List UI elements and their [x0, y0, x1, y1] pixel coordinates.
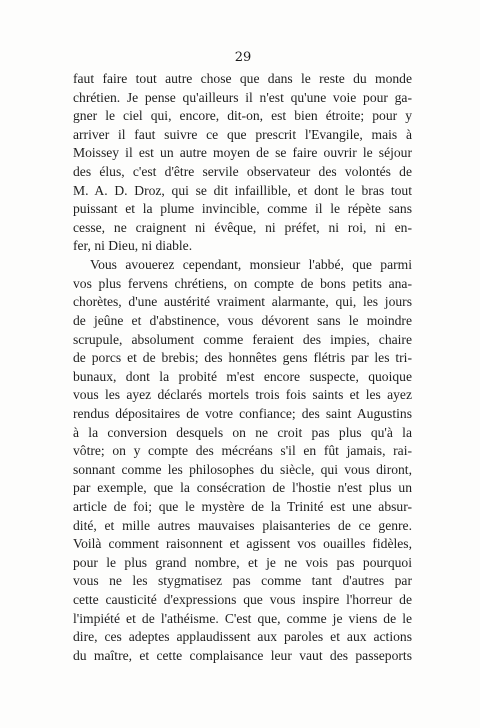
text-line: par exemple, que la consécration de l'hostie n'est plus un — [73, 480, 412, 496]
text-line: rendus dépositaires de votre confiance; des saint Augustins — [73, 405, 412, 421]
text-line: gner le ciel qui, encore, dit-on, est bien étroite; pour y — [73, 108, 412, 124]
body-text — [73, 70, 412, 666]
text-line: chrétien. Je pense qu'ailleurs il n'est qu'une voie pour ga- — [73, 89, 412, 105]
text-line: vous les ayez déclarés mortels trois fois saints et les ayez — [73, 387, 412, 403]
text-line: puissant et la plume invincible, comme il le répète sans — [73, 201, 412, 217]
text-line: Vous avouerez cependant, monsieur l'abbé, que parmi — [90, 257, 412, 273]
text-line: de porcs et de brebis; des honnêtes gens flétris par les tri- — [73, 350, 412, 366]
text-line: cesse, ne craignent ni évêque, ni préfet, ni roi, ni en- — [73, 219, 412, 235]
text-line: M. A. D. Droz, qui se dit infaillible, et dont le bras tout — [73, 182, 412, 198]
text-line: Moissey il est un autre moyen de se faire ouvrir le séjour — [73, 145, 412, 161]
text-line: des élus, c'est d'être servile observateur des volontés de — [73, 164, 412, 180]
text-line: faut faire tout autre chose que dans le reste du monde — [73, 71, 412, 86]
text-line: cette causticité d'expressions que vous inspire l'horreur de — [73, 592, 412, 608]
text-line: du maître, et cette complaisance leur vaut des passeports — [73, 647, 412, 663]
text-line: sonnant comme les philosophes du siècle, qui vous diront, — [73, 461, 412, 477]
text-line: dité, et mille autres mauvaises plaisanteries de ce genre. — [73, 517, 412, 533]
page-number: 29 — [234, 50, 252, 65]
text-line: l'impiété et de l'athéisme. C'est que, comme je viens de le — [73, 610, 412, 626]
text-line: à la conversion desquels on ne croit pas plus qu'à la — [73, 424, 412, 440]
text-line: de jeûne et d'abstinence, vous dévorent sans le moindre — [73, 312, 412, 328]
text-line: chorètes, d'une austérité vraiment alarmante, qui, les jours — [73, 294, 412, 310]
text-line: vous ne les stygmatisez pas comme tant d'autres par — [73, 573, 412, 589]
text-line: vos plus fervens chrétiens, on compte de bons petits ana- — [73, 275, 412, 291]
text-line: pour le plus grand nombre, et je ne vois pas pourquoi — [73, 554, 412, 570]
text-line: article de foi; que le mystère de la Trinité est une absur- — [73, 499, 412, 515]
text-line: scrupule, absolument comme feraient des impies, chaire — [73, 331, 412, 347]
text-line: vôtre; on y compte des mécréans s'il en fût jamais, rai- — [73, 443, 412, 459]
text-line: dire, ces adeptes applaudissent aux paroles et aux actions — [73, 629, 412, 645]
text-line: arriver il faut suivre ce que prescrit l'Evangile, mais à — [73, 126, 412, 142]
text-line: bunaux, dont la probité m'est encore suspecte, quoique — [73, 368, 412, 384]
text-line: fer, ni Dieu, ni diable. — [73, 238, 193, 254]
text-line: Voilà comment raisonnent et agissent vos ouailles fidèles, — [73, 536, 412, 552]
